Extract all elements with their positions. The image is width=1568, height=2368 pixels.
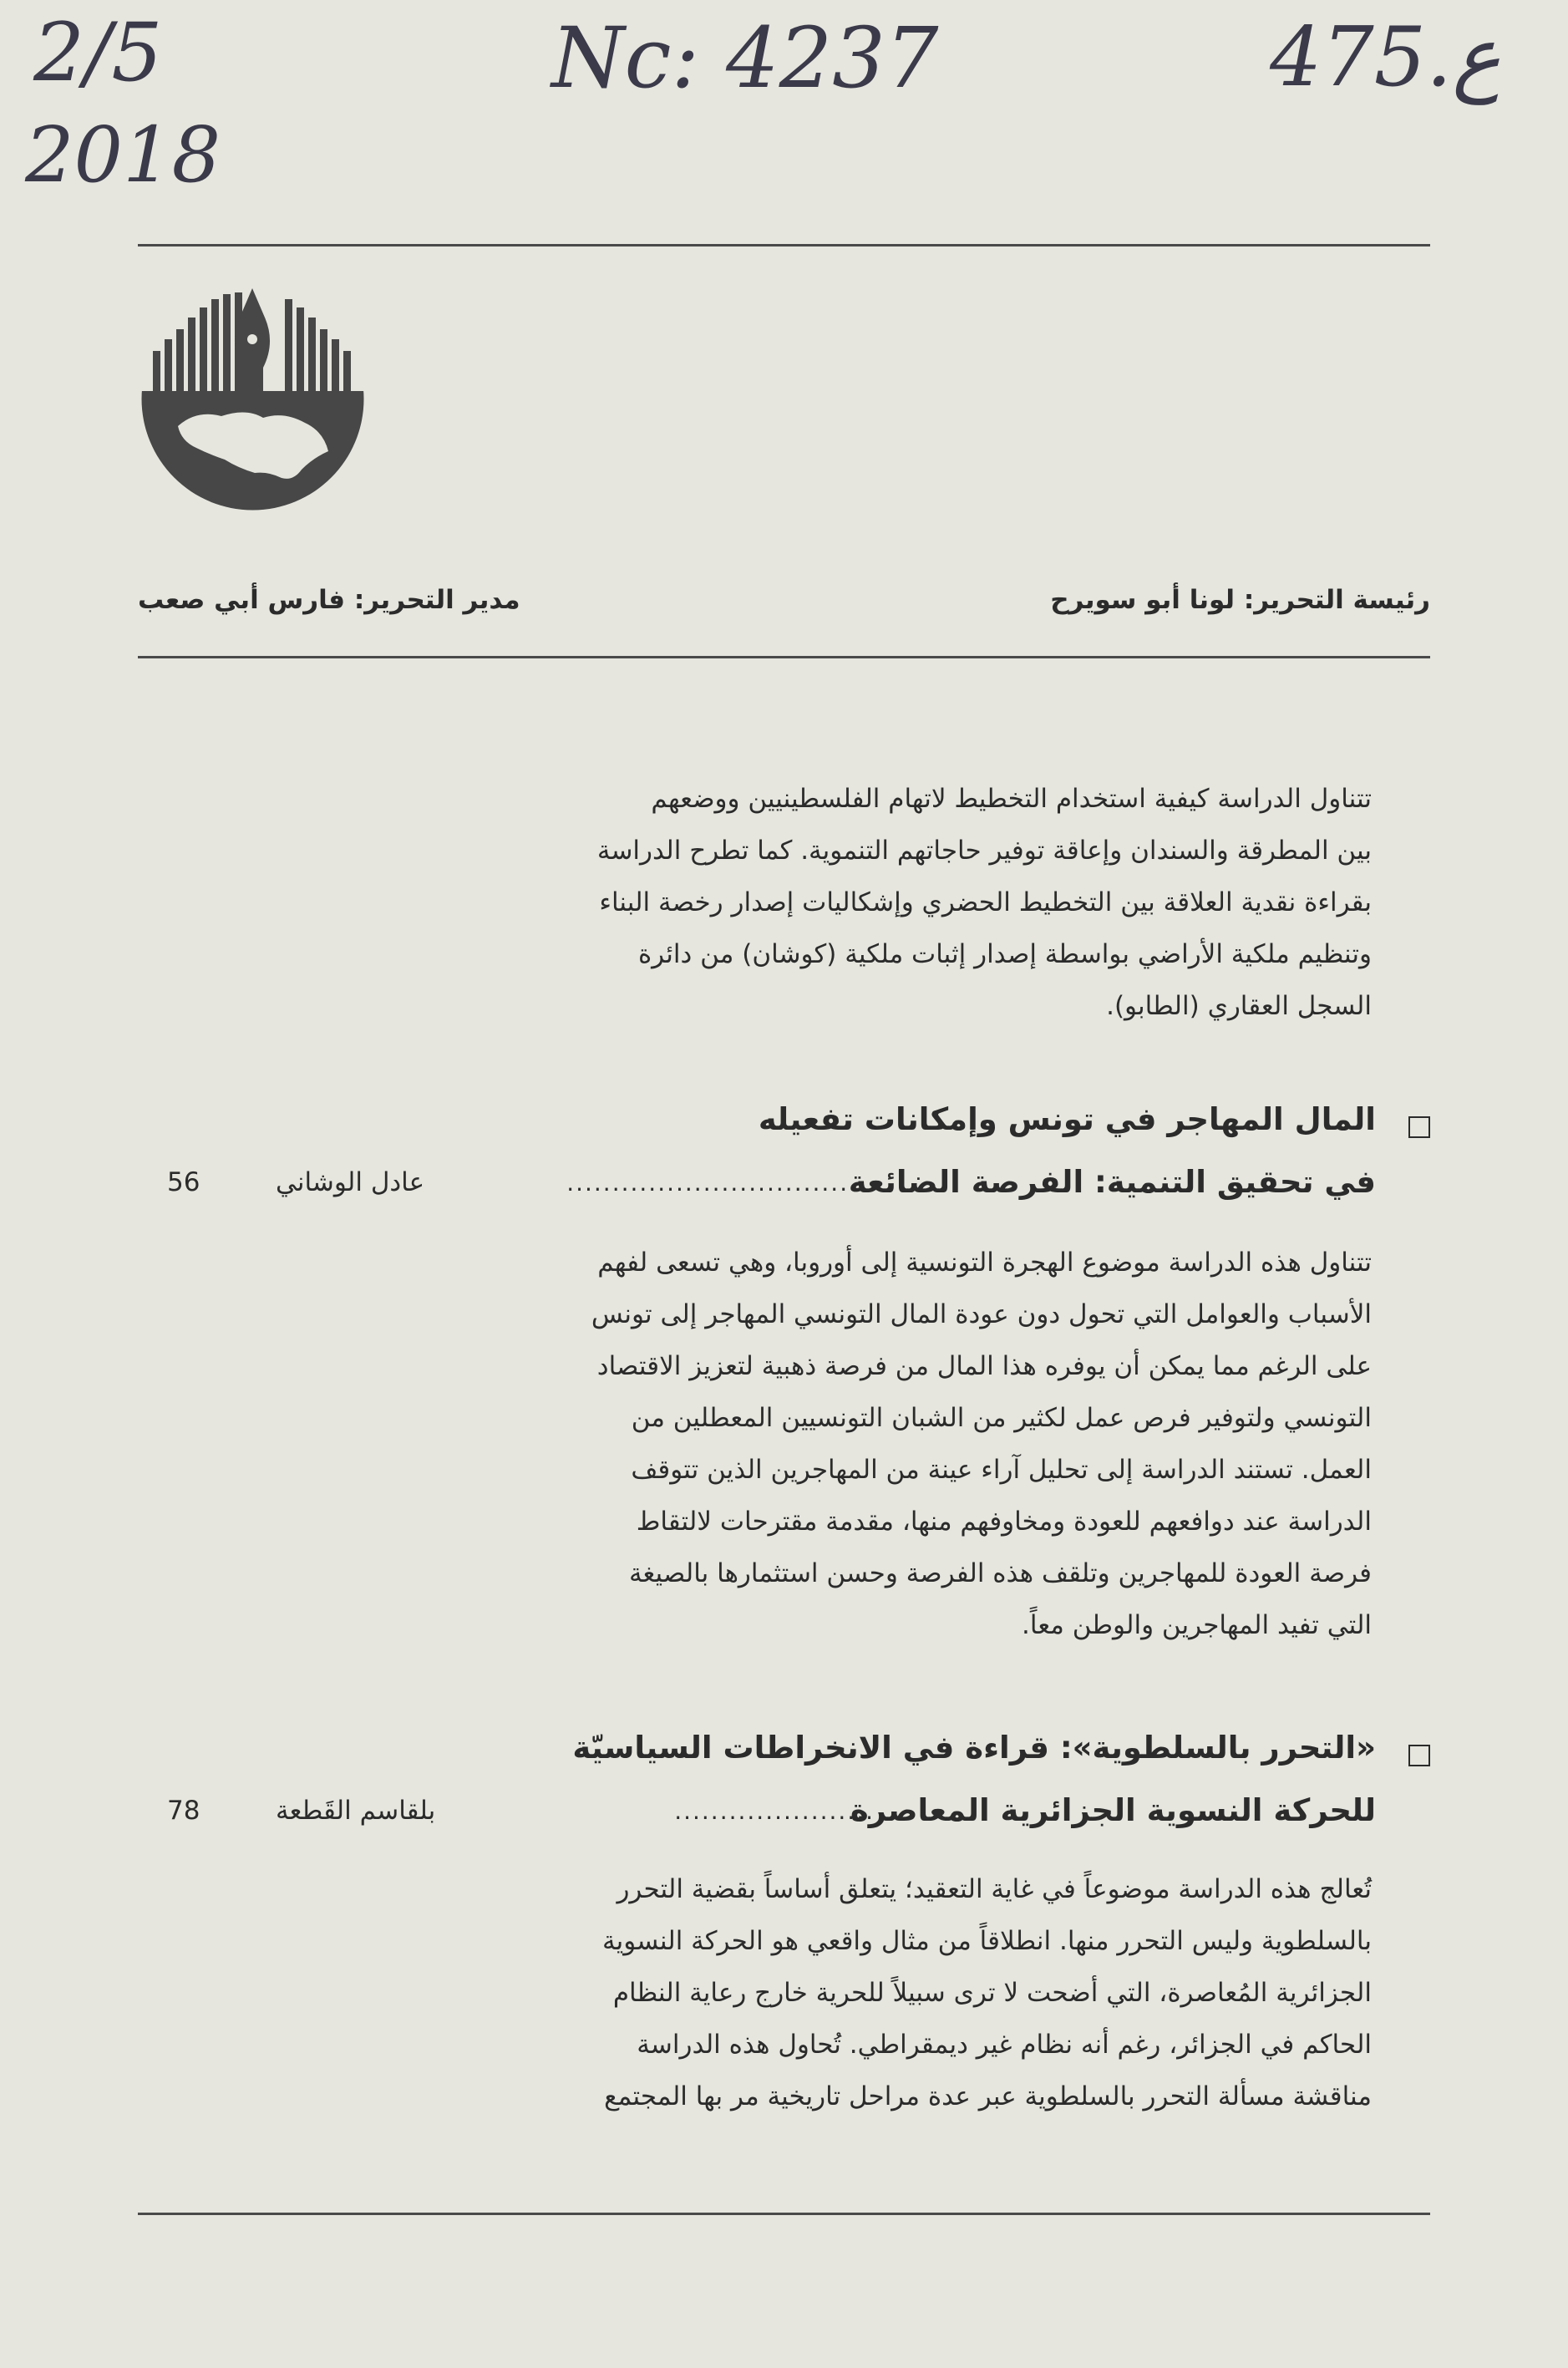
text-line: التي تفيد المهاجرين والوطن معاً.: [1022, 1610, 1372, 1640]
handwritten-year: 2018: [25, 110, 221, 200]
text-line: بالسلطوية وليس التحرر منها. انطلاقاً من مثال واقعي هو الحركة النسوية: [601, 1926, 1372, 1956]
editors-line: [138, 585, 1430, 627]
text-line: التونسي ولتوفير فرص عمل لكثير من الشبان التونسيين المعطلين من: [631, 1403, 1372, 1433]
text-line: تتناول هذه الدراسة موضوع الهجرة التونسية إلى أوروبا، وهي تسعى لفهم: [597, 1248, 1372, 1278]
text-line: السجل العقاري (الطابو).: [1106, 991, 1372, 1021]
entry-abstract: [309, 1863, 1372, 2122]
text-line: على الرغم مما يمكن أن يوفره هذا المال من فرصة ذهبية لتعزيز الاقتصاد: [596, 1351, 1372, 1381]
entry-page-number: 56: [167, 1167, 200, 1197]
text-line: تتناول الدراسة كيفية استخدام التخطيط لاتهام الفلسطينيين ووضعهم: [651, 784, 1372, 814]
top-rule: [138, 244, 1430, 246]
publisher-logo: [138, 284, 368, 514]
entry-author: بلقاسم القَطعة: [276, 1796, 436, 1826]
text-line: بين المطرقة والسندان وإعاقة توفير حاجاتهم التنموية. كما تطرح الدراسة: [596, 836, 1372, 866]
text-line: مناقشة مسألة التحرر بالسلطوية عبر عدة مراحل تاريخية مر بها المجتمع: [604, 2081, 1372, 2111]
editors-rule: [138, 656, 1430, 658]
text-line: العمل. تستند الدراسة إلى تحليل آراء عينة من المهاجرين الذين تتوقف: [631, 1455, 1372, 1485]
entry-checkbox: [1408, 1745, 1430, 1766]
leader-dots: ......................: [674, 1797, 875, 1825]
text-line: وتنظيم ملكية الأراضي بواسطة إصدار إثبات ملكية (كوشان) من دائرة: [637, 939, 1372, 969]
bottom-rule: [138, 2213, 1430, 2215]
text-line: الحاكم في الجزائر، رغم أنه نظام غير ديمقراطي. تُحاول هذه الدراسة: [637, 2030, 1372, 2060]
managing-editor: مدير التحرير: فارس أبي صعب: [138, 585, 520, 615]
handwritten-catalog-number: Nc: 4237: [551, 9, 939, 107]
leader-dots: ................................: [566, 1169, 858, 1197]
text-line: تُعالج هذه الدراسة موضوعاً في غاية التعقيد؛ يتعلق أساساً بقضية التحرر: [617, 1874, 1372, 1904]
entry-checkbox: [1408, 1116, 1430, 1138]
entry-author: عادل الوشاني: [276, 1167, 425, 1197]
text-line: الدراسة عند دوافعهم للعودة ومخاوفهم منها، مقدمة مقترحات لالتقاط: [636, 1507, 1372, 1537]
text-line: بقراءة نقدية العلاقة بين التخطيط الحضري وإشكاليات إصدار رخصة البناء: [599, 887, 1372, 917]
entry-title: المال المهاجر في تونس وإمكانات تفعيله: [758, 1101, 1376, 1137]
entry-title: «التحرر بالسلطوية»: قراءة في الانخراطات السياسيّة: [572, 1730, 1376, 1766]
entry-title-line2: للحركة النسوية الجزائرية المعاصرة: [850, 1792, 1376, 1828]
text-line: فرصة العودة للمهاجرين وتلقف هذه الفرصة وحسن استثمارها بالصيغة: [628, 1558, 1372, 1588]
entry-author-line: [167, 1792, 1376, 1842]
entry-page-number: 78: [167, 1796, 200, 1826]
entry-abstract: [309, 1237, 1372, 1651]
text-line: الجزائرية المُعاصرة، التي أضحت لا ترى سبيلاً للحرية خارج رعاية النظام: [612, 1978, 1372, 2008]
entry-title-line2: في تحقيق التنمية: الفرصة الضائعة: [848, 1164, 1376, 1200]
handwritten-fraction: 2/5: [33, 6, 163, 99]
editor-in-chief: رئيسة التحرير: لونا أبو سويرح: [1050, 585, 1430, 615]
text-line: الأسباب والعوامل التي تحول دون عودة المال التونسي المهاجر إلى تونس: [591, 1299, 1372, 1329]
intro-paragraph: [309, 773, 1372, 1032]
entry-author-line: [167, 1164, 1376, 1214]
handwritten-classification: 475.ع: [1270, 10, 1501, 105]
